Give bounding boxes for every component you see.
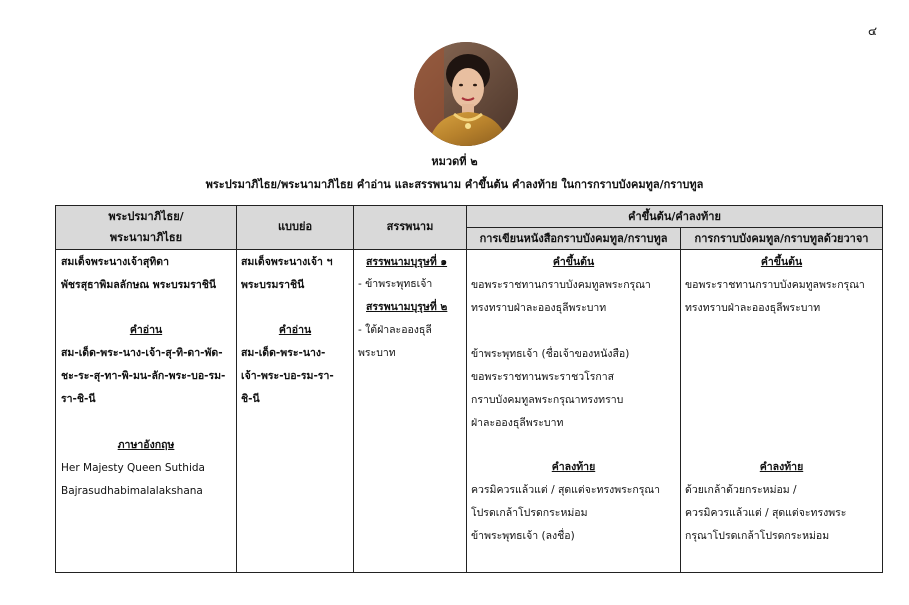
- col3-second-person-item-line2: พระบาท: [358, 347, 396, 359]
- col5-opening-line2: ทรงทราบฝ่าละอองธุลีพระบาท: [685, 302, 821, 314]
- col4-closing-line1: ควรมิควรแล้วแต่ / สุดแต่จะทรงพระกรุณา: [471, 484, 661, 496]
- col1-english-label: ภาษาอังกฤษ: [117, 439, 175, 451]
- col4-opening-line1: ขอพระราชทานกราบบังคมทูลพระกรุณา: [471, 279, 651, 291]
- col4-letter-line3: กราบบังคมทูลพระกรุณาทรงทราบ: [471, 394, 624, 406]
- col1-reading-line1: สม-เด็ด-พระ-นาง-เจ้า-สุ-ทิ-ดา-พัด-: [61, 347, 223, 359]
- chapter-title: หมวดที่ ๒: [431, 155, 478, 168]
- col4-closing-label: คำลงท้าย: [551, 461, 596, 473]
- col5-opening-line1: ขอพระราชทานกราบบังคมทูลพระกรุณา: [685, 279, 865, 291]
- header-col1-line1: พระปรมาภิไธย/: [108, 210, 184, 223]
- col5-opening-label: คำขึ้นต้น: [760, 256, 803, 268]
- col2-reading-line2: เจ้า-พระ-บอ-รม-รา-: [241, 370, 334, 382]
- section-heading: พระปรมาภิไธย/พระนามาภิไธย คำอ่าน และสรรพนาม คำขึ้นต้น คำลงท้าย ในการกราบบังคมทูล/กราบทูล: [205, 178, 704, 191]
- portrait-photo: [414, 42, 518, 146]
- header-col5: การกราบบังคมทูล/กราบทูลด้วยวาจา: [694, 232, 869, 245]
- col2-reading-line3: ชิ-นี: [241, 393, 260, 405]
- col2-reading-line1: สม-เด็ด-พระ-นาง-: [241, 347, 326, 359]
- col3-second-person-item-line1: - ใต้ฝ่าละอองธุลี: [358, 324, 432, 336]
- col1-name-line1: สมเด็จพระนางเจ้าสุทิดา: [61, 256, 169, 268]
- header-col2: แบบย่อ: [277, 220, 313, 233]
- col3-first-person-item: - ข้าพระพุทธเจ้า: [358, 278, 433, 290]
- col5-closing-line2: ควรมิควรแล้วแต่ / สุดแต่จะทรงพระ: [685, 507, 847, 519]
- col5-closing-line1: ด้วยเกล้าด้วยกระหม่อม /: [685, 484, 797, 496]
- header-col45: คำขึ้นต้น/คำลงท้าย: [628, 210, 721, 223]
- col4-opening-label: คำขึ้นต้น: [552, 256, 595, 268]
- col3-first-person-label: สรรพนามบุรุษที่ ๑: [366, 256, 448, 268]
- col4-closing-line3: ข้าพระพุทธเจ้า (ลงชื่อ): [471, 530, 575, 542]
- col4-opening-line2: ทรงทราบฝ่าละอองธุลีพระบาท: [471, 302, 607, 314]
- col1-english-line2: Bajrasudhabimalalakshana: [61, 485, 203, 497]
- page-number: ๔: [868, 24, 878, 38]
- col1-reading-label: คำอ่าน: [129, 324, 163, 336]
- col5-closing-line3: กรุณาโปรดเกล้าโปรดกระหม่อม: [685, 530, 830, 542]
- col4-letter-line1: ข้าพระพุทธเจ้า (ชื่อเจ้าของหนังสือ): [471, 348, 630, 360]
- col1-english-line1: Her Majesty Queen Suthida: [61, 462, 205, 474]
- col1-name-line2: พัชรสุธาพิมลลักษณ พระบรมราชินี: [61, 279, 217, 291]
- col2-short-line2: พระบรมราชินี: [241, 279, 305, 291]
- col5-closing-label: คำลงท้าย: [759, 461, 804, 473]
- col1-reading-line2: ชะ-ระ-สุ-ทา-พิ-มน-ลัก-พระ-บอ-รม-: [61, 370, 226, 382]
- col1-reading-line3: รา-ชิ-นี: [61, 393, 96, 405]
- col2-short-line1: สมเด็จพระนางเจ้า ฯ: [241, 256, 333, 268]
- header-col1-line2: พระนามาภิไธย: [109, 231, 183, 244]
- col4-closing-line2: โปรดเกล้าโปรดกระหม่อม: [471, 507, 588, 519]
- header-col4: การเขียนหนังสือกราบบังคมทูล/กราบทูล: [479, 232, 668, 245]
- protocol-table: [55, 205, 883, 573]
- col4-letter-line4: ฝ่าละอองธุลีพระบาท: [471, 417, 564, 429]
- col3-second-person-label: สรรพนามบุรุษที่ ๒: [366, 301, 448, 313]
- col4-letter-line2: ขอพระราชทานพระราชวโรกาส: [471, 371, 615, 383]
- header-col3: สรรพนาม: [386, 220, 434, 233]
- col2-reading-label: คำอ่าน: [278, 324, 312, 336]
